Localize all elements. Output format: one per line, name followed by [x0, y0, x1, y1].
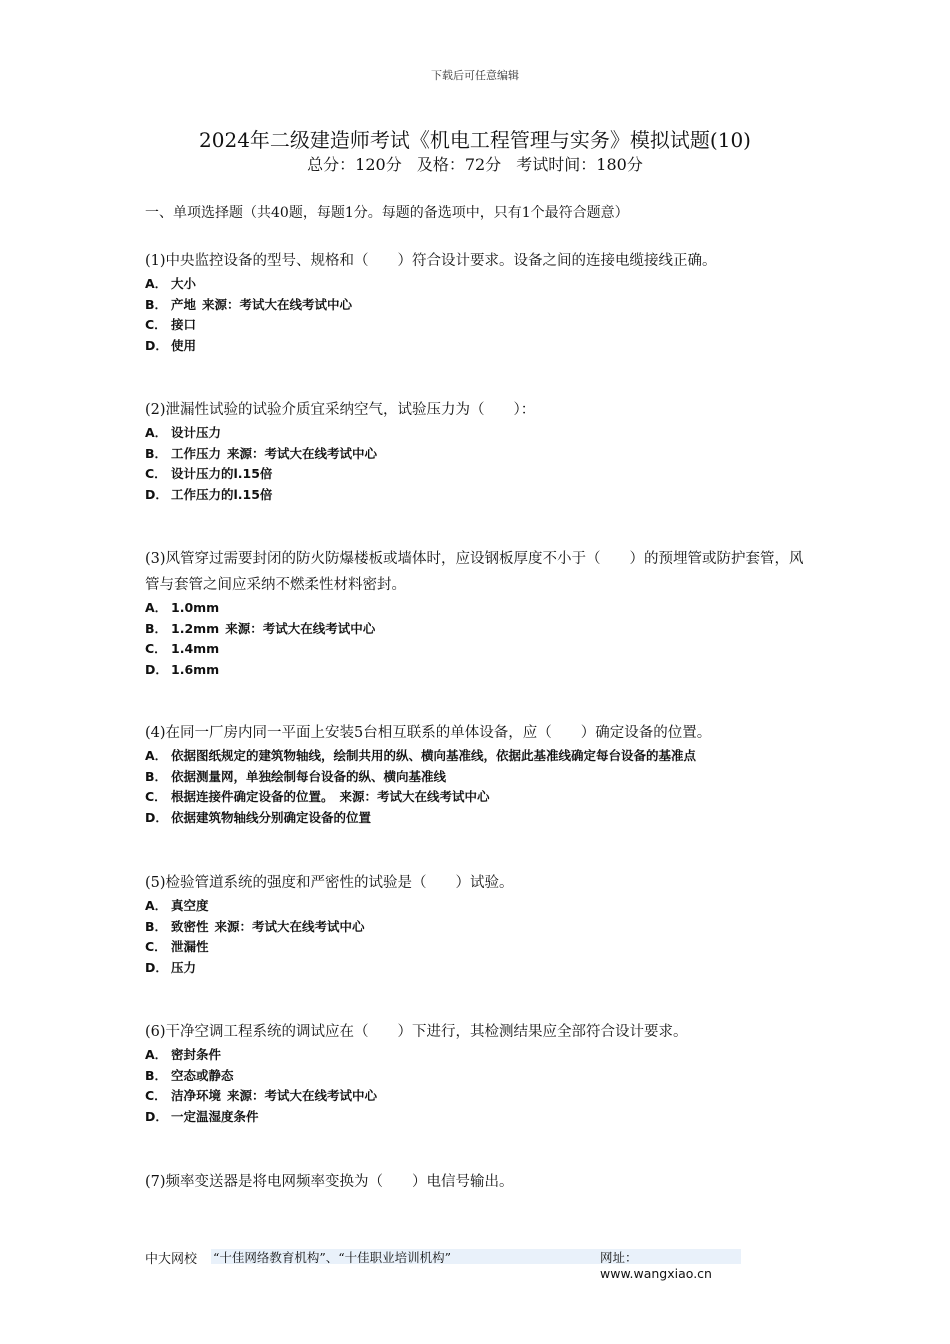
- option-list: [145, 746, 815, 828]
- option-b[interactable]: B． 1.2mm 来源：考试大在线考试中心: [145, 620, 376, 636]
- option-b[interactable]: B． 工作压力 来源：考试大在线考试中心: [145, 445, 378, 461]
- source-note: 来源：考试大在线考试中心: [214, 918, 365, 934]
- question-stem: (2)泄漏性试验的试验介质宜采纳空气，试验压力为（ ）：: [145, 402, 536, 418]
- question-stem: (1)中央监控设备的型号、规格和（ ）符合设计要求。设备之间的连接电缆接线正确。: [145, 253, 717, 269]
- exam-info: [0, 152, 950, 175]
- question-7: [145, 1169, 815, 1195]
- option-d[interactable]: D． 1.6mm: [145, 661, 220, 677]
- footer-slogan: “十佳网络教育机构”、“十佳职业培训机构”: [213, 1250, 452, 1265]
- header-note: 下载后可任意编辑: [431, 69, 519, 82]
- option-c[interactable]: C． 根据连接件确定设备的位置。 来源：考试大在线考试中心: [145, 789, 490, 804]
- source-note: 来源：考试大在线考试中心: [225, 620, 376, 636]
- option-d[interactable]: D． 工作压力的l.15倍: [145, 486, 273, 502]
- footer-brand: 中大网校: [145, 1252, 198, 1267]
- option-b[interactable]: B． 依据测量网，单独绘制每台设备的纵、横向基准线: [145, 768, 447, 784]
- question-2: [145, 397, 815, 505]
- source-note: 来源：考试大在线考试中心: [202, 296, 353, 312]
- option-a[interactable]: A． 设计压力: [145, 425, 222, 440]
- pass-score: 及格：72分: [416, 155, 502, 174]
- option-list: [145, 274, 815, 356]
- source-note: 来源：考试大在线考试中心: [227, 1088, 378, 1103]
- option-b[interactable]: B． 空态或静态: [145, 1067, 234, 1083]
- exam-time: 考试时间：180分: [516, 155, 643, 174]
- option-b[interactable]: B． 致密性 来源：考试大在线考试中心: [145, 918, 365, 934]
- option-c[interactable]: C． 设计压力的l.15倍: [145, 466, 273, 481]
- question-stem: (4)在同一厂房内同一平面上安装5台相互联系的单体设备，应（ ）确定设备的位置。: [145, 725, 712, 741]
- option-c[interactable]: C． 洁净环境 来源：考试大在线考试中心: [145, 1088, 378, 1103]
- question-stem: (3)风管穿过需要封闭的防火防爆楼板或墙体时，应设钢板厚度不小于（ ）的预埋管或防护套管，风管与套管之间应采纳不燃柔性材料密封。: [145, 551, 804, 593]
- option-a[interactable]: A． 真空度: [145, 898, 209, 913]
- option-c[interactable]: C． 泄漏性: [145, 939, 209, 954]
- option-list: [145, 1045, 815, 1127]
- question-4: [145, 720, 815, 828]
- document-title: 2024年二级建造师考试《机电工程管理与实务》模拟试题(10): [199, 128, 751, 152]
- total-score: 总分：120分: [307, 155, 402, 174]
- option-d[interactable]: D． 压力: [145, 959, 197, 975]
- option-d[interactable]: D． 使用: [145, 337, 197, 353]
- question-3: [145, 546, 815, 680]
- section-title: 一、单项选择题（共40题，每题1分。每题的备选项中，只有1个最符合题意）: [145, 205, 629, 221]
- question-stem: (6)干净空调工程系统的调试应在（ ）下进行，其检测结果应全部符合设计要求。: [145, 1024, 688, 1040]
- question-6: [145, 1019, 815, 1127]
- option-c[interactable]: C． 接口: [145, 317, 197, 332]
- question-stem: (5)检验管道系统的强度和严密性的试验是（ ）试验。: [145, 875, 514, 891]
- footer-website[interactable]: 网址：www.wangxiao.cn: [600, 1250, 712, 1281]
- question-5: [145, 870, 815, 978]
- option-a[interactable]: A． 1.0mm: [145, 600, 220, 615]
- option-list: [145, 423, 815, 505]
- option-a[interactable]: A． 大小: [145, 276, 197, 291]
- question-stem: (7)频率变送器是将电网频率变换为（ ）电信号输出。: [145, 1174, 514, 1190]
- question-1: [145, 248, 815, 356]
- source-note: 来源：考试大在线考试中心: [227, 445, 378, 461]
- option-c[interactable]: C． 1.4mm: [145, 641, 220, 656]
- page-footer: [145, 1248, 745, 1281]
- option-list: [145, 598, 815, 680]
- option-list: [145, 896, 815, 978]
- option-d[interactable]: D． 一定温湿度条件: [145, 1108, 259, 1124]
- option-a[interactable]: A． 密封条件: [145, 1047, 222, 1062]
- option-b[interactable]: B． 产地 来源：考试大在线考试中心: [145, 296, 353, 312]
- source-note: 来源：考试大在线考试中心: [339, 789, 490, 804]
- option-d[interactable]: D． 依据建筑物轴线分别确定设备的位置: [145, 809, 372, 825]
- option-a[interactable]: A． 依据图纸规定的建筑物轴线，绘制共用的纵、横向基准线，依据此基准线确定每台设备的基准点: [145, 748, 697, 763]
